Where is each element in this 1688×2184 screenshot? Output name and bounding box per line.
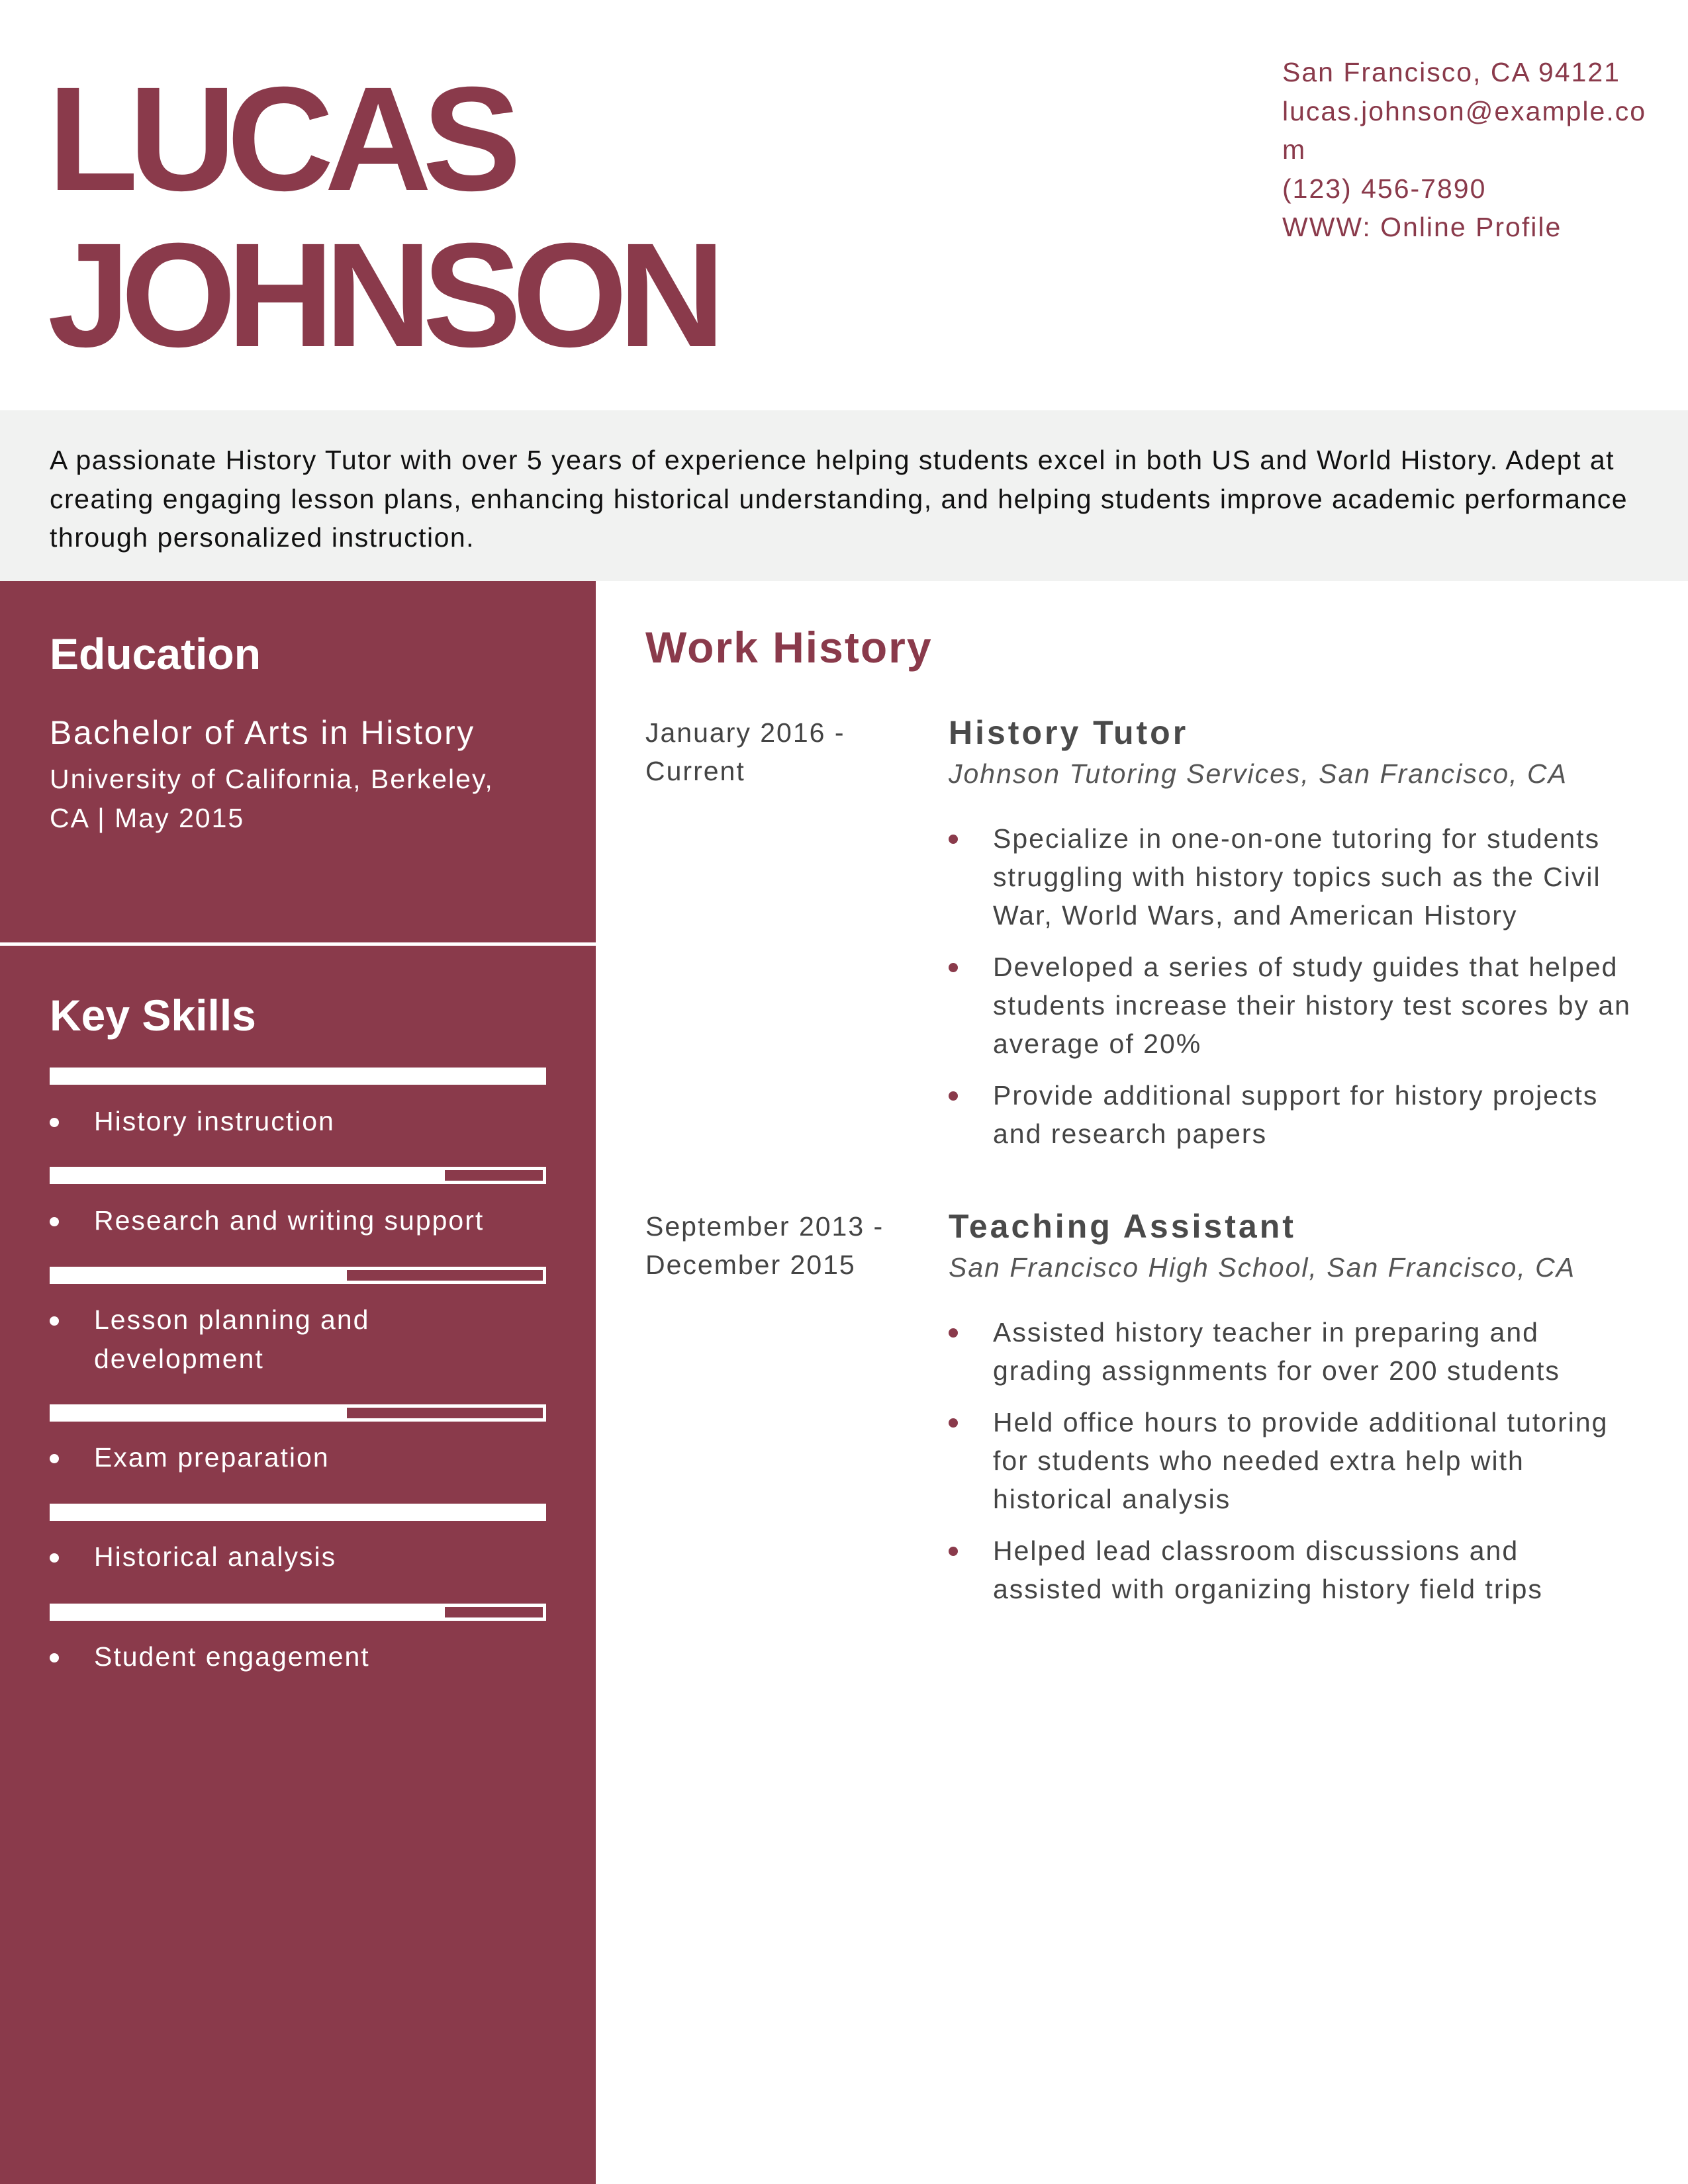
bullet-icon bbox=[949, 1091, 958, 1101]
first-name: LUCAS bbox=[48, 56, 512, 222]
last-name: JOHNSON bbox=[48, 212, 716, 378]
bullet-icon bbox=[50, 1454, 59, 1463]
skill-level-bar bbox=[50, 1267, 546, 1284]
skill-level-fill bbox=[53, 1408, 347, 1418]
job-dates: September 2013 - December 2015 bbox=[645, 1211, 884, 1280]
job-bullet-item bbox=[949, 1313, 1637, 1390]
sidebar bbox=[0, 581, 596, 2184]
skill-level-bar bbox=[50, 1604, 546, 1621]
job-bullets bbox=[949, 819, 1637, 1166]
job-bullet-item bbox=[949, 1076, 1637, 1153]
professional-summary: A passionate History Tutor with over 5 years of experience helping students excel in both US and World History. Adept at creating engaging lesson plans, enhancing historical understanding, and helping students improve academic performance through personalized instruction. bbox=[0, 410, 1688, 581]
bullet-icon bbox=[949, 963, 958, 972]
skill-level-fill bbox=[53, 1170, 445, 1181]
candidate-name bbox=[48, 56, 716, 378]
job-role: Teaching Assistant bbox=[949, 1208, 1296, 1245]
job-bullets bbox=[949, 1313, 1637, 1621]
bullet-icon bbox=[949, 835, 958, 844]
education-school: University of California, Berkeley, CA | May 2015 bbox=[50, 764, 494, 833]
skill-item bbox=[50, 1102, 539, 1141]
bullet-icon bbox=[949, 1418, 958, 1428]
skill-level-fill bbox=[53, 1270, 347, 1281]
contact-phone: (123) 456-7890 bbox=[1282, 173, 1487, 204]
bullet-icon bbox=[949, 1547, 958, 1556]
work-history-heading: Work History bbox=[645, 623, 933, 672]
job-bullet-item bbox=[949, 1531, 1637, 1608]
skill-label: Research and writing support bbox=[94, 1205, 485, 1236]
job-dates: January 2016 - Current bbox=[645, 717, 845, 786]
bullet-icon bbox=[949, 1328, 958, 1338]
job-bullet-text: Specialize in one-on-one tutoring for students struggling with history topics such as the Civil War, World Wars, and American History bbox=[993, 823, 1601, 931]
skill-level-bar bbox=[50, 1068, 546, 1085]
skill-label: Lesson planning and development bbox=[94, 1304, 370, 1374]
skill-level-fill bbox=[53, 1071, 543, 1081]
skill-item bbox=[50, 1201, 539, 1240]
skill-item bbox=[50, 1637, 539, 1676]
skill-level-bar bbox=[50, 1404, 546, 1422]
bullet-icon bbox=[50, 1553, 59, 1563]
job-bullet-text: Helped lead classroom discussions and assisted with organizing history field trips bbox=[993, 1535, 1543, 1604]
job-bullet-text: Assisted history teacher in preparing and grading assignments for over 200 students bbox=[993, 1317, 1560, 1386]
job-bullet-text: Provide additional support for history projects and research papers bbox=[993, 1080, 1599, 1149]
contact-email[interactable]: lucas.johnson@example.com bbox=[1282, 95, 1647, 165]
job-bullet-item bbox=[949, 819, 1637, 934]
job-company: San Francisco High School, San Francisco, CA bbox=[949, 1252, 1576, 1283]
skill-label: Historical analysis bbox=[94, 1541, 337, 1572]
skill-item bbox=[50, 1300, 539, 1379]
contact-address: San Francisco, CA 94121 bbox=[1282, 57, 1620, 87]
contact-website[interactable]: WWW: Online Profile bbox=[1282, 212, 1562, 242]
skill-level-bar bbox=[50, 1504, 546, 1521]
skill-item bbox=[50, 1537, 539, 1576]
job-bullet-text: Developed a series of study guides that helped students increase their history test scores by an average of 20% bbox=[993, 952, 1631, 1059]
education-heading: Education bbox=[50, 629, 261, 678]
skill-item bbox=[50, 1438, 539, 1477]
bullet-icon bbox=[50, 1653, 59, 1662]
bullet-icon bbox=[50, 1217, 59, 1226]
education-degree: Bachelor of Arts in History bbox=[50, 714, 475, 751]
skill-label: Student engagement bbox=[94, 1641, 370, 1672]
job-bullet-item bbox=[949, 948, 1637, 1063]
job-bullet-text: Held office hours to provide additional tutoring for students who needed extra help with historical analysis bbox=[993, 1407, 1609, 1514]
job-bullet-item bbox=[949, 1403, 1637, 1518]
skill-label: History instruction bbox=[94, 1106, 335, 1136]
bullet-icon bbox=[50, 1316, 59, 1326]
job-company: Johnson Tutoring Services, San Francisco, CA bbox=[949, 758, 1568, 789]
skill-level-bar bbox=[50, 1167, 546, 1184]
contact-block bbox=[1282, 53, 1653, 247]
bullet-icon bbox=[50, 1118, 59, 1127]
skill-label: Exam preparation bbox=[94, 1442, 330, 1473]
sidebar-divider bbox=[0, 942, 596, 946]
skills-heading: Key Skills bbox=[50, 991, 256, 1040]
skill-level-fill bbox=[53, 1507, 543, 1518]
skill-level-fill bbox=[53, 1607, 445, 1617]
job-role: History Tutor bbox=[949, 714, 1189, 751]
